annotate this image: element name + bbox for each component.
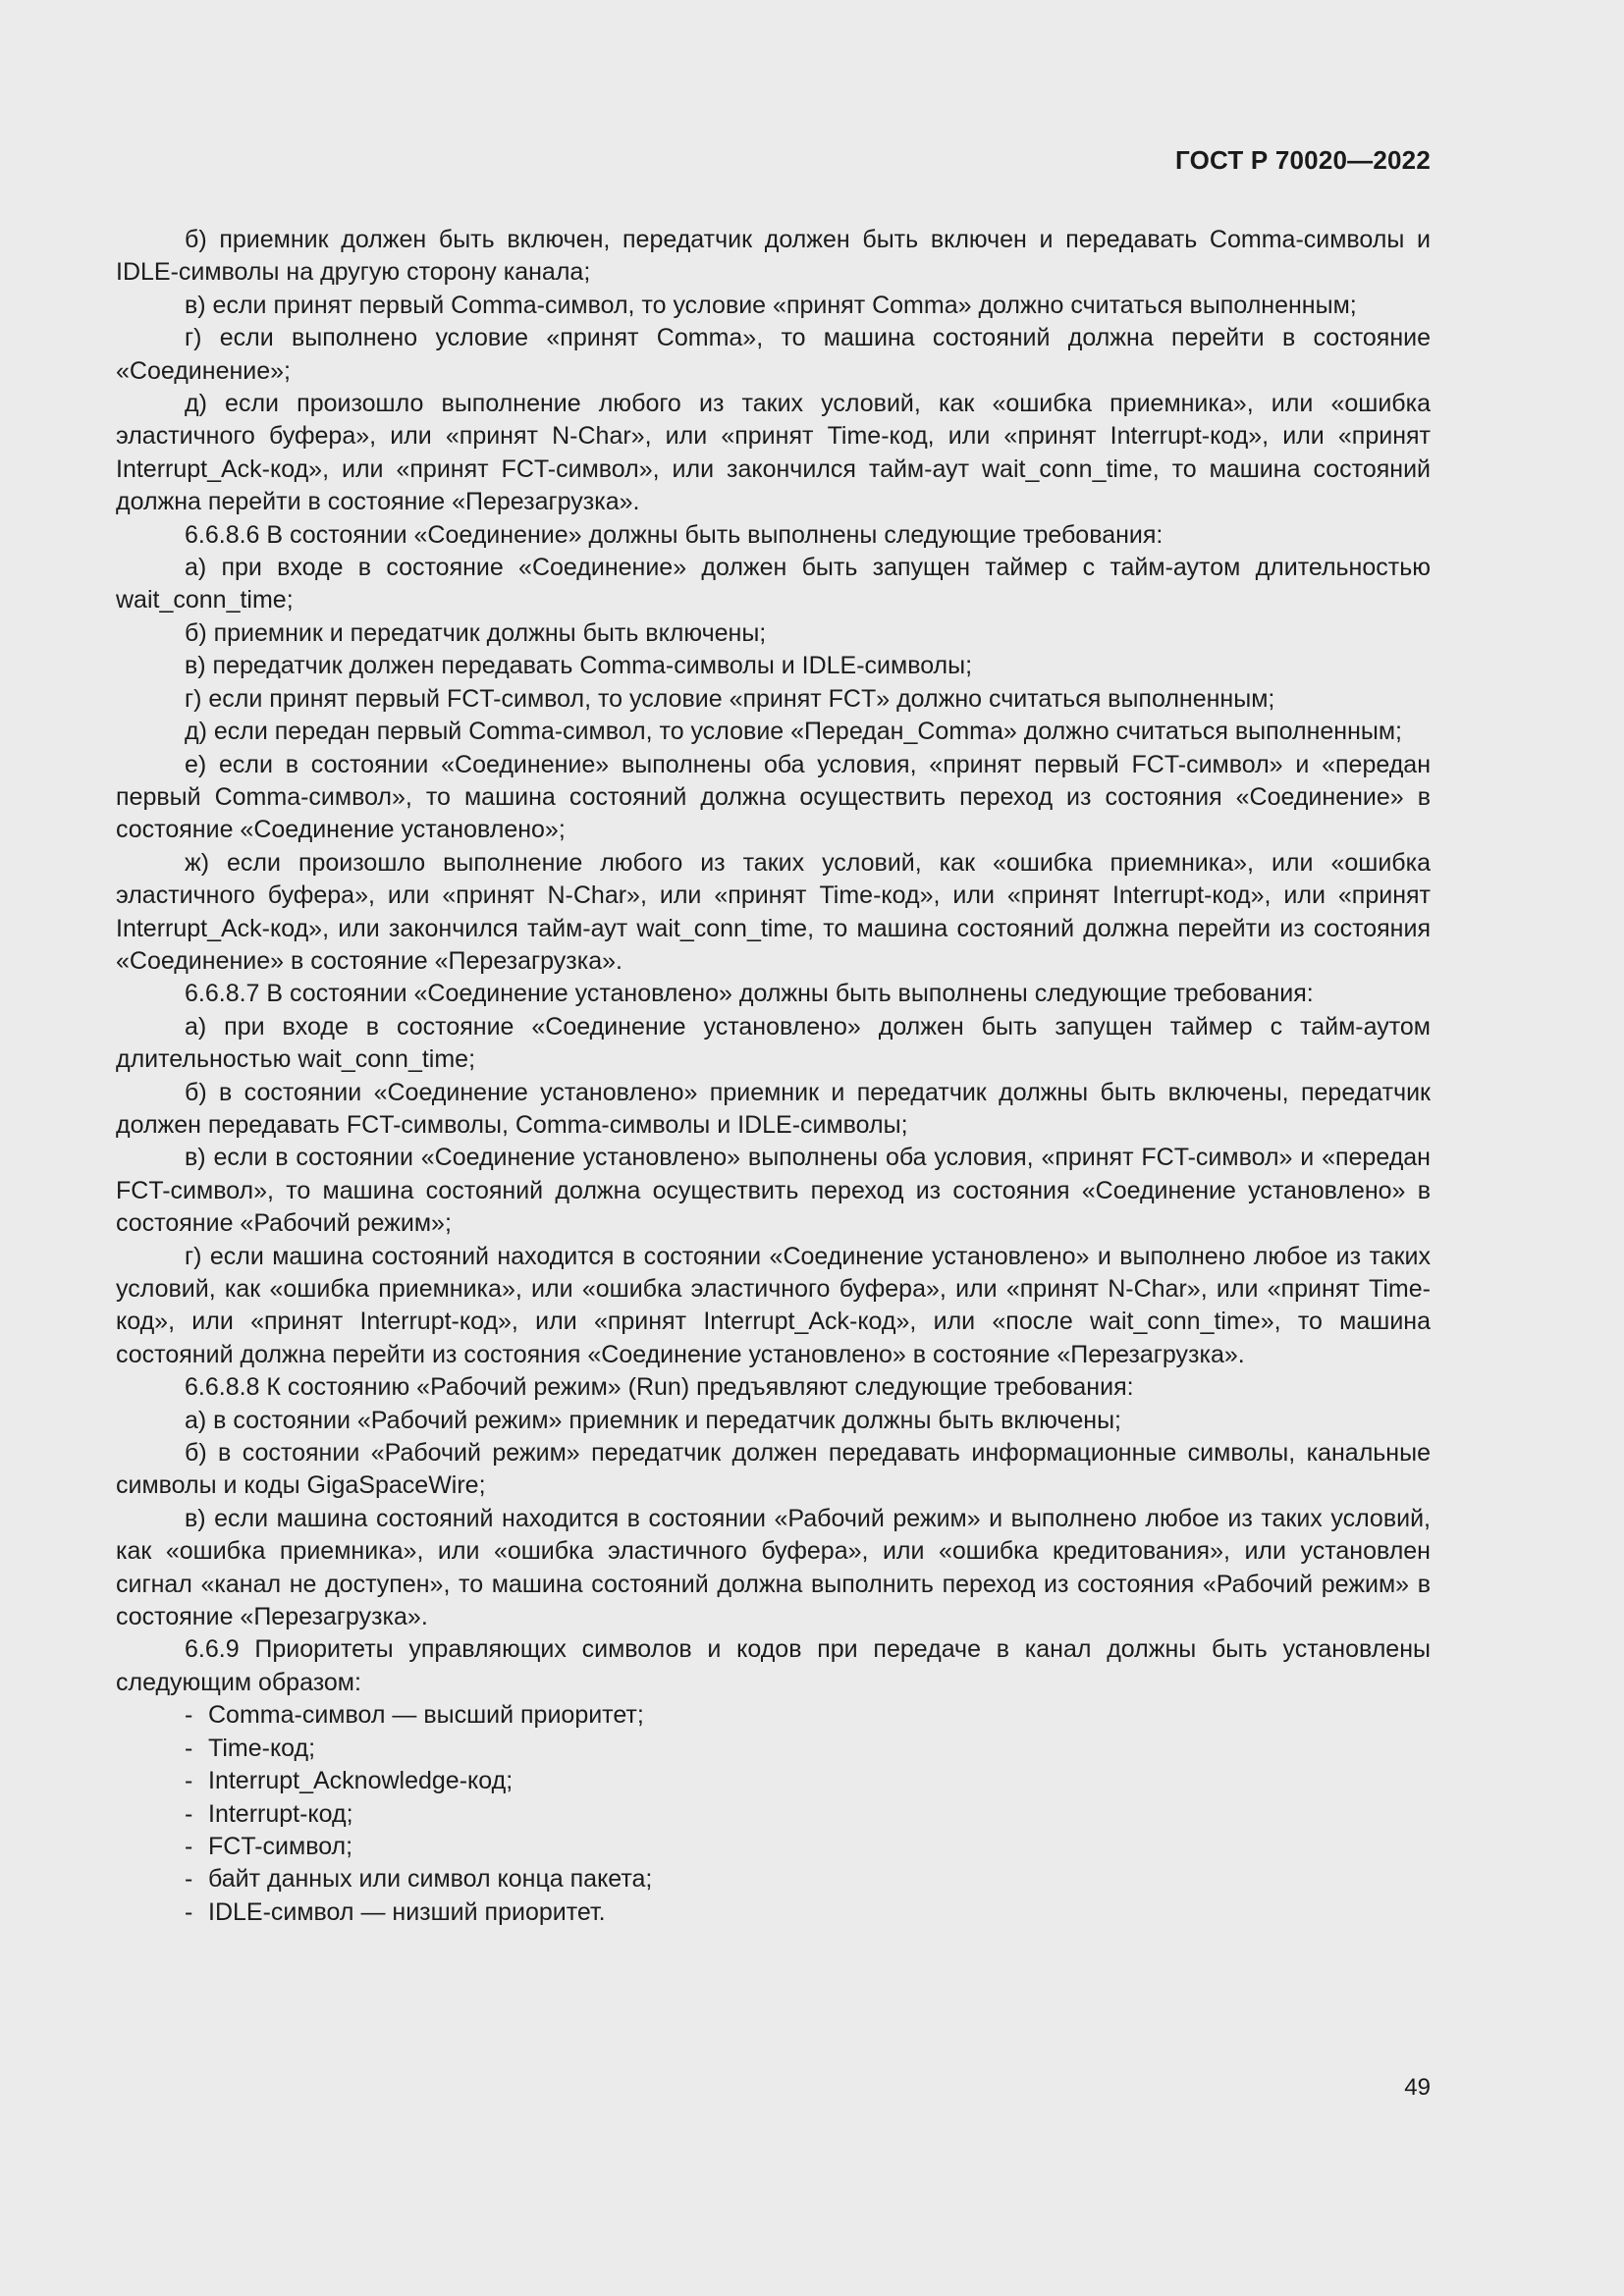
list-item-text: Interrupt_Acknowledge-код; [208,1767,514,1795]
paragraph: б) в состоянии «Рабочий режим» передатчик должен передавать информационные символы, канальные символы и коды GigaSpaceWire; [116,1439,1431,1500]
list-item-text: Time-код; [208,1734,316,1762]
paragraph: а) в состоянии «Рабочий режим» приемник и передатчик должны быть включены; [185,1406,1122,1434]
list-item [185,1896,1431,1929]
section-heading-6-6-8-7: 6.6.8.7 В состоянии «Соединение установлено» должны быть выполнены следующие требования: [185,980,1314,1008]
document-body [116,224,1431,1929]
priority-list [116,1699,1431,1929]
list-bullet: - [185,1799,193,1828]
paragraph: в) если в состоянии «Соединение установлено» выполнены оба условия, «принят FCT-символ» и «передан FCT-символ», то машина состояний должна осуществить переход из состояния «Соединение установлено» в состояние «Рабочий режим»; [116,1144,1431,1238]
list-item [185,1863,1431,1896]
list-item-text: байт данных или символ конца пакета; [208,1865,653,1894]
list-item [185,1798,1431,1831]
list-bullet: - [185,1734,193,1762]
paragraph: д) если передан первый Comma-символ, то условие «Передан_Comma» должно считаться выполненным; [185,718,1402,746]
list-item [185,1831,1431,1863]
list-item-text: Comma-символ — высший приоритет; [208,1701,644,1730]
paragraph: а) при входе в состояние «Соединение установлено» должен быть запущен таймер с тайм-аутом длительностью wait_conn_time; [116,1012,1431,1074]
list-item-text: FCT-символ; [208,1832,353,1860]
list-bullet: - [185,1701,193,1730]
document-id-header: ГОСТ Р 70020—2022 [1175,145,1431,175]
paragraph: е) если в состоянии «Соединение» выполнены оба условия, «принят первый FCT-символ» и «передан первый Comma-символ», то машина состояний должна осуществить переход из состояния «Соединение» в состояние «Соединение установлено»; [116,750,1431,844]
paragraph: в) если машина состояний находится в состоянии «Рабочий режим» и выполнено любое из таких условий, как «ошибка приемника», или «ошибка эластичного буфера», или «ошибка кредитования», или установлен сигнал «канал не доступен», то машина состояний должна выполнить переход из состояния «Рабочий режим» в состояние «Перезагрузка». [116,1504,1431,1631]
paragraph: в) если принят первый Comma-символ, то условие «принят Comma» должно считаться выполненным; [185,291,1357,319]
paragraph: ж) если произошло выполнение любого из таких условий, как «ошибка приемника», или «ошибка эластичного буфера», или «принят N-Char», или «принят Time-код», или «принят Interrupt-код», или «принят Interrupt_Ack-код», или закончился тайм-аут wait_conn_time, то машина состояний должна перейти из состояния «Соединение» в состояние «Перезагрузка». [116,848,1431,975]
list-bullet: - [185,1865,193,1894]
list-item [185,1699,1431,1732]
paragraph: б) в состоянии «Соединение установлено» приемник и передатчик должны быть включены, передатчик должен передавать FCT-символы, Comma-символы и IDLE-символы; [116,1078,1431,1139]
list-item [185,1733,1431,1765]
paragraph: б) приемник и передатчик должны быть включены; [185,618,767,647]
paragraph: б) приемник должен быть включен, передатчик должен быть включен и передавать Comma-символы и IDLE-символы на другую сторону канала; [116,226,1431,287]
paragraph: д) если произошло выполнение любого из таких условий, как «ошибка приемника», или «ошибка эластичного буфера», или «принят N-Char», или «принят Time-код, или «принят Interrupt-код», или «принят Interrupt_Ack-код», или «принят FCT-символ», или закончился тайм-аут wait_conn_time, то машина состояний должна перейти в состояние «Перезагрузка». [116,390,1431,516]
list-item [185,1765,1431,1797]
list-bullet: - [185,1832,193,1860]
section-heading-6-6-8-8: 6.6.8.8 К состоянию «Рабочий режим» (Run) предъявляют следующие требования: [185,1373,1134,1402]
paragraph: г) если выполнено условие «принят Comma», то машина состояний должна перейти в состояние «Соединение»; [116,324,1431,385]
paragraph: г) если машина состояний находится в состоянии «Соединение установлено» и выполнено любое из таких условий, как «ошибка приемника», или «ошибка эластичного буфера», или «принят N-Char», или «принят Time-код», или «принят Interrupt-код», или «принят Interrupt_Ack-код», или «после wait_conn_time», то машина состояний должна перейти из состояния «Соединение установлено» в состояние «Перезагрузка». [116,1242,1431,1368]
section-heading-6-6-8-6: 6.6.8.6 В состоянии «Соединение» должны быть выполнены следующие требования: [185,520,1164,549]
page-number: 49 [1404,2074,1431,2101]
paragraph: г) если принят первый FCT-символ, то условие «принят FCT» должно считаться выполненным; [185,684,1275,713]
list-bullet: - [185,1897,193,1926]
paragraph: в) передатчик должен передавать Comma-символы и IDLE-символы; [185,652,973,680]
list-item-text: Interrupt-код; [208,1799,353,1828]
list-item-text: IDLE-символ — низший приоритет. [208,1897,606,1926]
list-bullet: - [185,1767,193,1795]
paragraph: а) при входе в состояние «Соединение» должен быть запущен таймер с тайм-аутом длительностью wait_conn_time; [116,554,1431,614]
section-heading-6-6-9: 6.6.9 Приоритеты управляющих символов и кодов при передаче в канал должны быть установлены следующим образом: [116,1635,1431,1696]
